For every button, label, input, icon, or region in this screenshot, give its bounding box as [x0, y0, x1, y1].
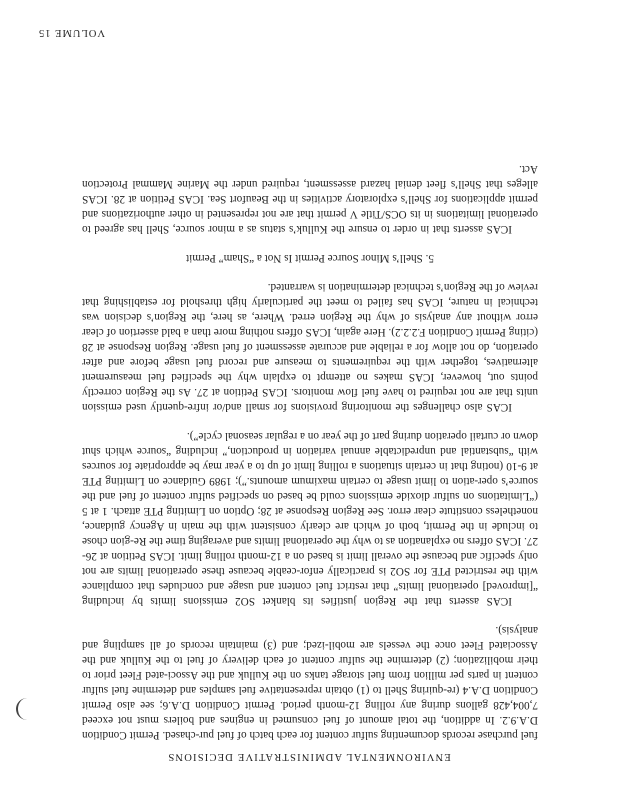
- volume-footer: VOLUME 15: [37, 27, 105, 38]
- paragraph-so2-limits: ICAS asserts that the Region justifies its blanket SO2 emissions limits by including “[improved] operational limits” that restrict fuel content and usage and concludes that compliance with the restricted PTE for SO2 is practically enfor-ceable because these operational limits are not only specific and because the overall limit is based on a 12-month rolling limit. ICAS Petition at 26-27. ICAS offers no explanation as to why the operational limits and averaging time the Re-gion chose to include in the Permit, both of which are clearly consistent with the main in Agency guidance, nonetheless constitute clear error. See Region Response at 28; Option on Limiting PTE attach. 1 at 5 (“Limitations on sulfur dioxide emissions could be based on specified sulfur content of fuel and the source’s oper-ation to limit usage to certain maximum amounts.”); 1989 Guidance on Limiting PTE at 9-10 (noting that in certain situations a rolling limit of up to a year may be appropriate for sources with “substantial and unpredictable annual variation in production,” including “source which shut down or curtail operation during part of the year on a regular seasonal cycle”).: [82, 430, 538, 607]
- binding-hole-mark: [16, 698, 32, 720]
- section-subheading: 5. Shell’s Minor Source Permit Is Not a “Sham” Permit: [186, 252, 434, 264]
- body-text: [82, 161, 538, 742]
- paragraph-monitoring: ICAS also challenges the monitoring provisions for small and/or infre-quently used emission units that are not required to have fuel flow monitors. ICAS Petition at 27. As the Region correctly points out, however, ICAS makes no attempt to explain why the specified fuel measurement alternatives, together with the requirements to measure and record fuel usage before and after operation, do not allow for a reliable and accurate assessment of fuel usage. Region Response at 28 (citing Permit Condition F.2.2.2). Here again, ICAS offers nothing more than a bald assertion of clear error without any analysis of why the Region erred. Where, as here, the Region’s decision was technical in nature, ICAS has failed to meet the particularly high threshold for establishing that review of the Region’s technical determination is warranted.: [82, 281, 538, 413]
- running-header: ENVIRONMENTAL ADMINISTRATIVE DECISIONS: [167, 751, 451, 762]
- paragraph-fuel-records: fuel purchase records documenting sulfur content for each batch of fuel pur-chased. Permit Condition D.A.9.2. In addition, the total amount of fuel consumed in engines and boilers must not exceed 7,004,428 gallons during any rolling 12-month period. Permit Condition D.A.6; see also Permit Condition D.A.4 (re-quiring Shell to (1) obtain representative fuel samples and determine fuel sulfur content in parts per million from fuel storage tanks on the Kulluk and the Associ-ated Fleet prior to their mobilization; (2) determine the sulfur content of each delivery of fuel to the Kulluk and the Associated Fleet once the vessels are mobil-ized; and (3) maintain records of all sampling and analysis).: [82, 624, 538, 741]
- paragraph-minor-source: ICAS asserts that in order to ensure the Kulluk’s status as a minor source, Shell has agreed to operational limitations in its OCS/Title V permit that are not represented in other authorizations and permit applications for Shell’s exploratory activities in the Beaufort Sea. ICAS Petition at 28. ICAS alleges that Shell’s fleet denial hazard assessment, required under the Marine Mammal Protection Act.: [82, 163, 538, 235]
